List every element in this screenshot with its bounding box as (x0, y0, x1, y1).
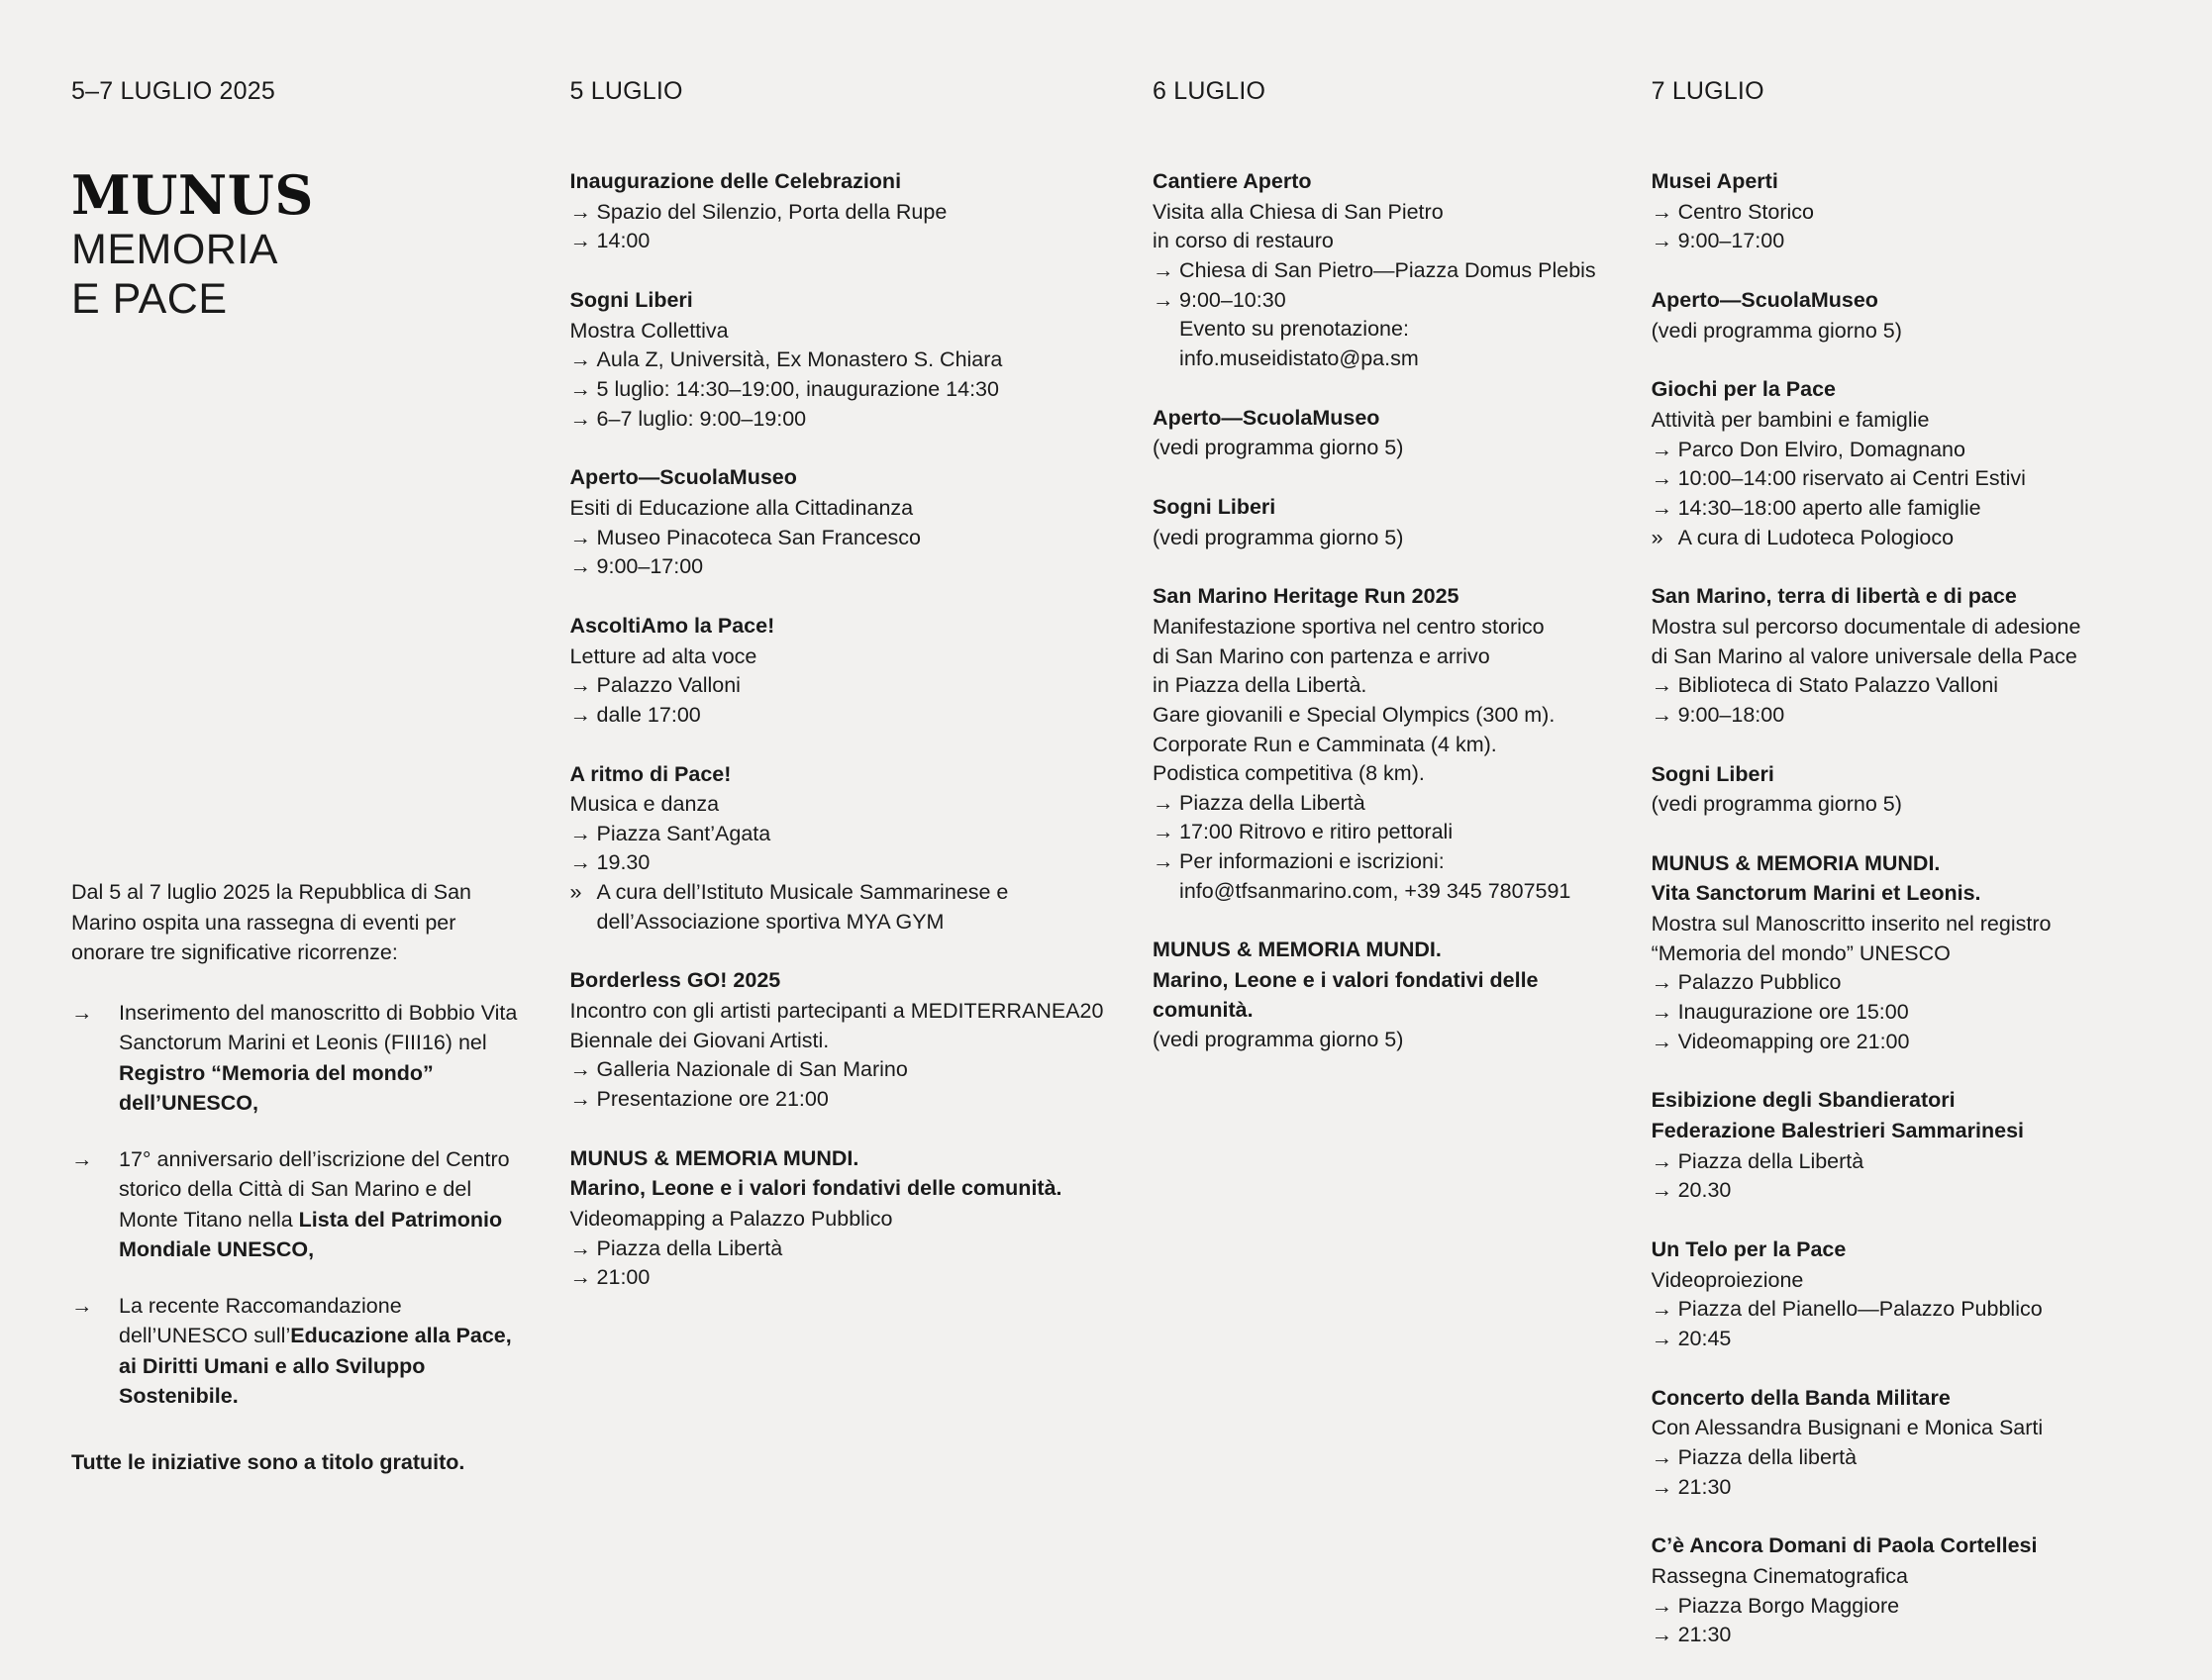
event-detail-item (1652, 968, 2141, 998)
event-detail-item (1652, 227, 2141, 256)
event-block (1652, 1384, 2141, 1503)
event-list-day-7 (1652, 167, 2141, 1650)
event-detail-text: 21:00 (596, 1265, 651, 1290)
event-title: Inaugurazione delle Celebrazioni (569, 169, 902, 193)
event-title: Sogni Liberi (1651, 761, 1774, 786)
event-detail-item (570, 405, 1114, 435)
arrow-icon: → (1153, 820, 1174, 844)
event-detail-text: Biblioteca di Stato Palazzo Valloni (1677, 673, 1999, 698)
event-detail-item (1652, 1592, 2141, 1622)
arrow-icon: → (1651, 1593, 1673, 1618)
event-detail-item (570, 198, 1114, 228)
event-detail-item (1652, 701, 2141, 731)
event-detail-item (570, 1235, 1114, 1264)
column-day-7 (1652, 77, 2141, 1680)
column-intro (71, 77, 570, 1477)
event-description: Letture ad alta voce (569, 643, 757, 668)
event-detail-item (570, 1085, 1114, 1115)
arrow-icon: → (1651, 495, 1673, 520)
event-description: (vedi programma giorno 5) (1651, 792, 1902, 817)
event-detail-item (1652, 671, 2141, 701)
event-detail-text: 20.30 (1677, 1178, 1732, 1203)
event-block (1153, 493, 1612, 552)
recurrence-text-part: Lista del Patrimonio Mondiale UNESCO, (119, 1207, 503, 1262)
column-day-5 (570, 77, 1154, 1323)
column-day-6 (1153, 77, 1652, 1085)
arrow-icon: → (1651, 970, 1673, 995)
recurrence-text-part: Registro “Memoria del mondo” dell’UNESCO, (119, 1060, 434, 1116)
event-detail-item (1153, 256, 1612, 286)
arrow-icon: → (569, 554, 592, 579)
free-entry-note: Tutte le iniziative sono a titolo gratuito. (71, 1449, 465, 1474)
event-detail-item (1652, 1325, 2141, 1354)
event-detail-text: Centro Storico (1677, 199, 1814, 224)
event-detail-item (1652, 1176, 2141, 1206)
event-description: Mostra Collettiva (569, 318, 729, 343)
event-detail-text: 9:00–10:30 (1179, 287, 1286, 312)
event-block (1652, 582, 2141, 730)
event-detail-text: 5 luglio: 14:30–19:00, inaugurazione 14:30 (596, 376, 999, 401)
arrow-icon: → (1651, 1148, 1673, 1173)
event-title: A ritmo di Pace! (569, 761, 732, 786)
event-detail-text: Piazza Sant’Agata (596, 821, 771, 845)
event-detail-text: Spazio del Silenzio, Porta della Rupe (596, 199, 948, 224)
arrow-icon: → (569, 229, 592, 253)
event-title: Un Telo per la Pace (1651, 1237, 1847, 1262)
event-detail-text: Piazza del Pianello—Palazzo Pubblico (1677, 1297, 2043, 1322)
arrow-icon: → (569, 673, 592, 698)
event-description: Manifestazione sportiva nel centro storico (1153, 614, 1545, 639)
event-block (570, 760, 1114, 938)
event-description: Videomapping a Palazzo Pubblico (569, 1207, 893, 1232)
event-description: Incontro con gli artisti partecipanti a MEDITERRANEA20 (569, 999, 1104, 1024)
arrow-icon: → (71, 1146, 93, 1171)
event-detail-text: Piazza della Libertà (1179, 790, 1365, 815)
arrow-icon: → (569, 1087, 592, 1112)
recurrence-text-part: Educazione alla Pace, ai Diritti Umani e allo Sviluppo Sostenibile. (119, 1324, 512, 1409)
event-block (1652, 849, 2141, 1057)
event-description: Gare giovanili e Special Olympics (300 m). (1153, 702, 1556, 727)
event-detail-text: Inaugurazione ore 15:00 (1677, 1000, 1909, 1025)
event-title: Aperto—ScuolaMuseo (569, 465, 797, 490)
event-detail-item (1153, 847, 1612, 877)
event-detail-text: A cura di Ludoteca Pologioco (1677, 525, 1955, 549)
event-description: Mostra sul Manoscritto inserito nel registro (1651, 912, 2052, 937)
event-detail-item (570, 375, 1114, 405)
event-title: San Marino Heritage Run 2025 (1153, 584, 1459, 609)
recurrence-item (71, 998, 531, 1119)
event-detail-text: Parco Don Elviro, Domagnano (1677, 437, 1965, 461)
event-description: Musica e danza (569, 792, 720, 817)
arrow-icon: → (1651, 229, 1673, 253)
event-title: Borderless GO! 2025 (569, 968, 781, 993)
column-heading-dates: 5–7 LUGLIO 2025 (71, 77, 275, 105)
event-title: C’è Ancora Domani di Paola Cortellesi (1651, 1533, 2038, 1558)
arrow-icon: → (1651, 1000, 1673, 1025)
event-description: (vedi programma giorno 5) (1153, 436, 1404, 460)
event-detail-item (1652, 524, 2141, 553)
arrow-icon: → (569, 406, 592, 431)
event-detail-text: Galleria Nazionale di San Marino (596, 1057, 908, 1082)
arrow-icon: → (1651, 1178, 1673, 1203)
event-block (1652, 167, 2141, 256)
intro-block (71, 877, 531, 1477)
event-description: Corporate Run e Camminata (4 km). (1153, 732, 1497, 756)
event-list-day-5 (570, 167, 1114, 1293)
event-detail-item (570, 848, 1114, 878)
event-title: MUNUS & MEMORIA MUNDI. (1651, 850, 1941, 875)
arrow-icon: → (569, 347, 592, 372)
event-detail-item (570, 671, 1114, 701)
recurrence-item (71, 1144, 531, 1265)
event-title: Marino, Leone e i valori fondativi delle comunità. (569, 1176, 1062, 1201)
event-detail-text: 9:00–17:00 (596, 554, 704, 579)
arrow-icon: → (569, 525, 592, 549)
event-block (570, 463, 1114, 582)
event-detail-text: dalle 17:00 (596, 702, 701, 727)
event-detail-text: Piazza della Libertà (596, 1235, 783, 1260)
event-detail-text: A cura dell’Istituto Musicale Sammarinese e dell’Associazione sportiva MYA GYM (596, 880, 1009, 934)
arrow-icon: → (71, 1293, 93, 1318)
event-title: Sogni Liberi (1153, 494, 1276, 519)
event-subnote: info.museidistato@pa.sm (1179, 346, 1419, 370)
arrow-icon: → (1153, 257, 1174, 282)
event-description: Esiti di Educazione alla Cittadinanza (569, 495, 914, 520)
event-description: (vedi programma giorno 5) (1651, 318, 1902, 343)
event-detail-item (1652, 1621, 2141, 1650)
event-title: MUNUS & MEMORIA MUNDI. (1153, 938, 1442, 962)
event-detail-text: Chiesa di San Pietro—Piazza Domus Plebis (1179, 257, 1596, 282)
logo-title: MUNUS (71, 163, 314, 227)
event-block (1652, 1086, 2141, 1206)
event-detail-text: 17:00 Ritrovo e ritiro pettorali (1179, 820, 1454, 844)
event-block (1652, 375, 2141, 552)
event-detail-item (570, 1263, 1114, 1293)
event-detail-text: 6–7 luglio: 9:00–19:00 (596, 406, 807, 431)
arrow-icon: → (1651, 199, 1673, 224)
event-title: Cantiere Aperto (1153, 169, 1312, 193)
event-detail-item (570, 820, 1114, 849)
event-description: Biennale dei Giovani Artisti. (569, 1028, 830, 1052)
event-detail-text: Videomapping ore 21:00 (1677, 1029, 1910, 1053)
column-heading-5-luglio: 5 LUGLIO (569, 77, 683, 105)
event-block (570, 167, 1114, 256)
event-description: Podistica competitiva (8 km). (1153, 761, 1425, 786)
event-description: Mostra sul percorso documentale di adesione (1651, 614, 2081, 639)
recurrence-text (119, 998, 531, 1119)
event-detail-item (570, 878, 1114, 937)
event-detail-item (1652, 436, 2141, 465)
arrow-icon: → (569, 702, 592, 727)
arrow-icon: → (1651, 1297, 1673, 1322)
event-block (570, 1144, 1114, 1293)
arrow-icon: → (71, 1000, 93, 1025)
event-logo (71, 163, 531, 323)
arrow-icon: → (1651, 437, 1673, 461)
recurrence-text-part: 17° anniversario dell’iscrizione del Centro storico della Città di San Marino e del Monte Titano nella (119, 1146, 510, 1232)
double-chevron-icon: » (569, 880, 582, 905)
event-title: Giochi per la Pace (1651, 377, 1836, 402)
arrow-icon: → (1153, 790, 1174, 815)
event-detail-item (570, 552, 1114, 582)
event-title: Sogni Liberi (569, 287, 693, 312)
event-detail-text: 21:30 (1677, 1623, 1732, 1647)
event-description: di San Marino con partenza e arrivo (1153, 643, 1490, 668)
event-block (570, 612, 1114, 731)
event-description: Con Alessandra Busignani e Monica Sarti (1651, 1416, 2044, 1440)
arrow-icon: → (1651, 1444, 1673, 1469)
arrow-icon: → (1651, 702, 1673, 727)
logo-subtitle-2: E PACE (71, 274, 228, 323)
arrow-icon: → (569, 1235, 592, 1260)
arrow-icon: → (569, 1265, 592, 1290)
event-detail-item (570, 346, 1114, 375)
event-detail-text: 21:30 (1677, 1474, 1732, 1499)
event-detail-text: Per informazioni e iscrizioni: (1179, 849, 1445, 874)
arrow-icon: → (1651, 1474, 1673, 1499)
event-detail-item (1153, 789, 1612, 819)
arrow-icon: → (569, 376, 592, 401)
event-block (1652, 1235, 2141, 1354)
event-list-day-6 (1153, 167, 1612, 1055)
event-detail-text: Presentazione ore 21:00 (596, 1087, 829, 1112)
recurrence-text-part: La recente Raccomandazione dell’UNESCO sull’ (119, 1293, 402, 1348)
double-chevron-icon: » (1651, 525, 1663, 549)
arrow-icon: → (1651, 1623, 1673, 1647)
arrow-icon: → (569, 199, 592, 224)
event-detail-item (1153, 286, 1612, 316)
arrow-icon: → (569, 850, 592, 875)
event-title: Marino, Leone e i valori fondativi delle comunità. (1153, 968, 1539, 1022)
logo-subtitle-1: MEMORIA (71, 225, 278, 273)
event-detail-item (1153, 818, 1612, 847)
event-detail-text: 20:45 (1677, 1327, 1732, 1350)
event-title: Concerto della Banda Militare (1651, 1385, 1951, 1410)
event-description: (vedi programma giorno 5) (1153, 525, 1404, 549)
event-detail-text: 10:00–14:00 riservato ai Centri Estivi (1677, 466, 2026, 491)
event-block (1652, 286, 2141, 346)
event-detail-item (1652, 464, 2141, 494)
event-subnote: info@tfsanmarino.com, +39 345 7807591 (1179, 878, 1571, 903)
event-title: Vita Sanctorum Marini et Leonis. (1651, 881, 1981, 906)
event-title: Musei Aperti (1651, 169, 1778, 193)
event-description: in Piazza della Libertà. (1153, 673, 1367, 698)
event-description: Rassegna Cinematografica (1651, 1563, 1908, 1588)
event-detail-text: Aula Z, Università, Ex Monastero S. Chiara (596, 347, 1003, 372)
event-detail-text: Piazza della libertà (1677, 1444, 1858, 1469)
arrow-icon: → (1153, 849, 1174, 874)
event-title: Federazione Balestrieri Sammarinesi (1651, 1119, 2024, 1143)
column-heading-7-luglio: 7 LUGLIO (1651, 77, 1764, 105)
event-detail-text: 9:00–18:00 (1677, 702, 1785, 727)
event-detail-text: 9:00–17:00 (1677, 229, 1785, 253)
arrow-icon: → (1651, 1029, 1673, 1053)
arrow-icon: → (1651, 466, 1673, 491)
arrow-icon: → (1651, 673, 1673, 698)
event-description: Attività per bambini e famiglie (1651, 407, 1930, 432)
event-title: Aperto—ScuolaMuseo (1651, 287, 1878, 312)
event-block (1652, 760, 2141, 820)
event-title: MUNUS & MEMORIA MUNDI. (569, 1145, 859, 1170)
event-detail-item (1652, 1028, 2141, 1057)
event-title: AscoltiAmo la Pace! (569, 613, 775, 638)
recurrence-item (71, 1291, 531, 1412)
recurrence-text (119, 1144, 531, 1265)
event-detail-text: 14:30–18:00 aperto alle famiglie (1677, 495, 1981, 520)
event-detail-item (1652, 494, 2141, 524)
event-block (1153, 582, 1612, 906)
event-detail-item (570, 227, 1114, 256)
event-detail-text: 14:00 (596, 229, 651, 253)
event-title: Aperto—ScuolaMuseo (1153, 405, 1380, 430)
recurrence-text-part: Inserimento del manoscritto di Bobbio Vita Sanctorum Marini et Leonis (FIII16) nel (119, 1000, 518, 1055)
event-detail-item (1652, 1443, 2141, 1473)
event-block (1153, 936, 1612, 1055)
event-block (570, 966, 1114, 1114)
event-detail-item (1652, 998, 2141, 1028)
event-detail-item (1652, 1473, 2141, 1503)
event-description: di San Marino al valore universale della Pace (1651, 643, 2077, 668)
event-block (1153, 404, 1612, 463)
event-detail-text: Museo Pinacoteca San Francesco (596, 525, 921, 549)
recurrence-text (119, 1291, 531, 1412)
event-detail-text: Palazzo Pubblico (1677, 970, 1842, 995)
arrow-icon: → (1153, 287, 1174, 312)
event-description: “Memoria del mondo” UNESCO (1651, 940, 1951, 965)
event-block (1652, 1532, 2141, 1650)
event-description: Videoproiezione (1651, 1267, 1804, 1292)
recurrence-list (71, 998, 531, 1412)
event-detail-text: Palazzo Valloni (596, 673, 741, 698)
event-detail-item (1652, 198, 2141, 228)
event-title: San Marino, terra di libertà e di pace (1651, 584, 2017, 609)
intro-paragraph: Dal 5 al 7 luglio 2025 la Repubblica di San Marino ospita una rassegna di eventi per onorare tre significative ricorrenze: (71, 880, 471, 965)
event-detail-text: Piazza della Libertà (1677, 1148, 1864, 1173)
event-detail-item (570, 524, 1114, 553)
event-detail-item (1652, 1295, 2141, 1325)
column-heading-6-luglio: 6 LUGLIO (1153, 77, 1266, 105)
arrow-icon: → (569, 1057, 592, 1082)
event-subnote: Evento su prenotazione: (1179, 317, 1409, 342)
event-detail-text: 19.30 (596, 850, 651, 875)
program-columns (0, 77, 2212, 1680)
event-description: Visita alla Chiesa di San Pietro (1153, 199, 1444, 224)
event-detail-text: Piazza Borgo Maggiore (1677, 1593, 1900, 1618)
event-block (570, 286, 1114, 434)
event-detail-item (570, 1055, 1114, 1085)
arrow-icon: → (1651, 1327, 1673, 1350)
event-description: (vedi programma giorno 5) (1153, 1028, 1404, 1052)
arrow-icon: → (569, 821, 592, 845)
event-description: in corso di restauro (1153, 229, 1334, 253)
event-detail-item (1652, 1147, 2141, 1177)
event-title: Esibizione degli Sbandieratori (1651, 1088, 1956, 1113)
event-detail-item (570, 701, 1114, 731)
event-block (1153, 167, 1612, 374)
